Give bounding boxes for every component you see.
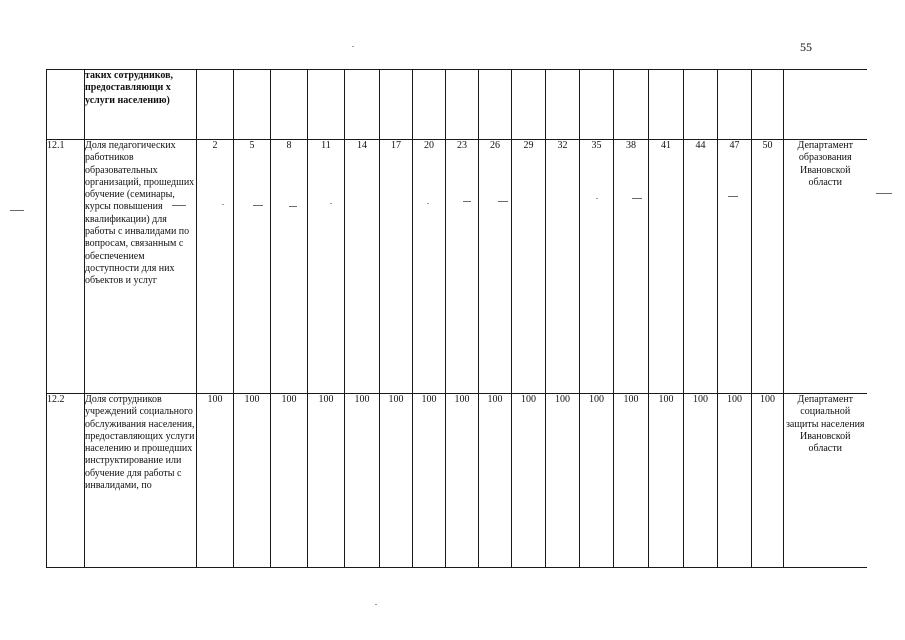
- value-cell: 5: [234, 140, 271, 394]
- row-number-cell: 12.1: [47, 140, 85, 394]
- scan-artifact-dash: [498, 201, 508, 202]
- value-cell: [614, 70, 649, 140]
- department-cell: [784, 70, 867, 140]
- value-cell: 50: [752, 140, 784, 394]
- scan-artifact-dot: [330, 203, 332, 204]
- value-cell: [380, 70, 413, 140]
- table-row-12-2: [47, 394, 867, 568]
- row-description-cell: Доля педагогических работников образовательных организаций, прошедших обучение (семинары, курсы повышения квалификации) для работы с инвалидами по вопросам, связанным с обеспечением доступности для них объектов и услуг: [85, 140, 197, 394]
- scan-artifact-dash: [10, 210, 24, 211]
- value-cell: [580, 70, 614, 140]
- department-cell: Департамент социальной защиты населения Ивановской области: [784, 394, 867, 568]
- value-cell: [684, 70, 718, 140]
- value-cell: 8: [271, 140, 308, 394]
- value-cell: 14: [345, 140, 380, 394]
- value-cell: 100: [380, 394, 413, 568]
- value-cell: 100: [446, 394, 479, 568]
- value-cell: [649, 70, 684, 140]
- value-cell: 100: [234, 394, 271, 568]
- value-cell: 11: [308, 140, 345, 394]
- table-row-continuation: [47, 70, 867, 140]
- scan-artifact-dot: [222, 204, 224, 205]
- value-cell: [752, 70, 784, 140]
- value-cell: 35: [580, 140, 614, 394]
- value-cell: [446, 70, 479, 140]
- scan-artifact-dash: [632, 198, 642, 199]
- value-cell: 41: [649, 140, 684, 394]
- value-cell: 44: [684, 140, 718, 394]
- value-cell: 23: [446, 140, 479, 394]
- scan-artifact-dot: [375, 604, 377, 605]
- value-cell: 100: [580, 394, 614, 568]
- value-cell: 32: [546, 140, 580, 394]
- indicator-table: [46, 69, 867, 568]
- value-cell: [308, 70, 345, 140]
- value-cell: 100: [718, 394, 752, 568]
- value-cell: 100: [197, 394, 234, 568]
- value-cell: 100: [345, 394, 380, 568]
- scan-artifact-dash: [463, 201, 471, 202]
- value-cell: 38: [614, 140, 649, 394]
- scan-artifact-dot: [352, 46, 354, 47]
- value-cell: 29: [512, 140, 546, 394]
- row-description-cell: Доля сотрудников учреждений социального обслуживания населения, предоставляющих услуги населению и прошедших инструктирование или обучение для работы с инвалидами, по: [85, 394, 197, 568]
- value-cell: [479, 70, 512, 140]
- value-cell: 17: [380, 140, 413, 394]
- row-description-cell: таких сотрудников, предоставляющи х услуги населению): [85, 70, 197, 140]
- value-cell: [718, 70, 752, 140]
- row-number-cell: 12.2: [47, 394, 85, 568]
- page-number: 55: [800, 40, 812, 54]
- value-cell: 100: [649, 394, 684, 568]
- value-cell: 2: [197, 140, 234, 394]
- value-cell: 26: [479, 140, 512, 394]
- value-cell: [234, 70, 271, 140]
- value-cell: 100: [614, 394, 649, 568]
- value-cell: [546, 70, 580, 140]
- value-cell: [512, 70, 546, 140]
- value-cell: 100: [546, 394, 580, 568]
- scan-artifact-dash: [728, 196, 738, 197]
- scan-artifact-dash: [289, 206, 297, 207]
- value-cell: [271, 70, 308, 140]
- scan-artifact-dot: [427, 203, 429, 204]
- value-cell: 100: [512, 394, 546, 568]
- scan-artifact-dash: [253, 205, 263, 206]
- value-cell: 100: [271, 394, 308, 568]
- value-cell: 100: [413, 394, 446, 568]
- value-cell: [345, 70, 380, 140]
- value-cell: 100: [479, 394, 512, 568]
- scan-artifact-dash: [876, 193, 892, 194]
- value-cell: 100: [308, 394, 345, 568]
- value-cell: [197, 70, 234, 140]
- row-number-cell: [47, 70, 85, 140]
- value-cell: [413, 70, 446, 140]
- value-cell: 47: [718, 140, 752, 394]
- value-cell: 100: [684, 394, 718, 568]
- value-cell: 100: [752, 394, 784, 568]
- scan-artifact-dot: [596, 198, 598, 199]
- department-cell: Департамент образования Ивановской области: [784, 140, 867, 394]
- table-row-12-1: [47, 140, 867, 394]
- value-cell: 20: [413, 140, 446, 394]
- scan-artifact-dash: [172, 205, 186, 206]
